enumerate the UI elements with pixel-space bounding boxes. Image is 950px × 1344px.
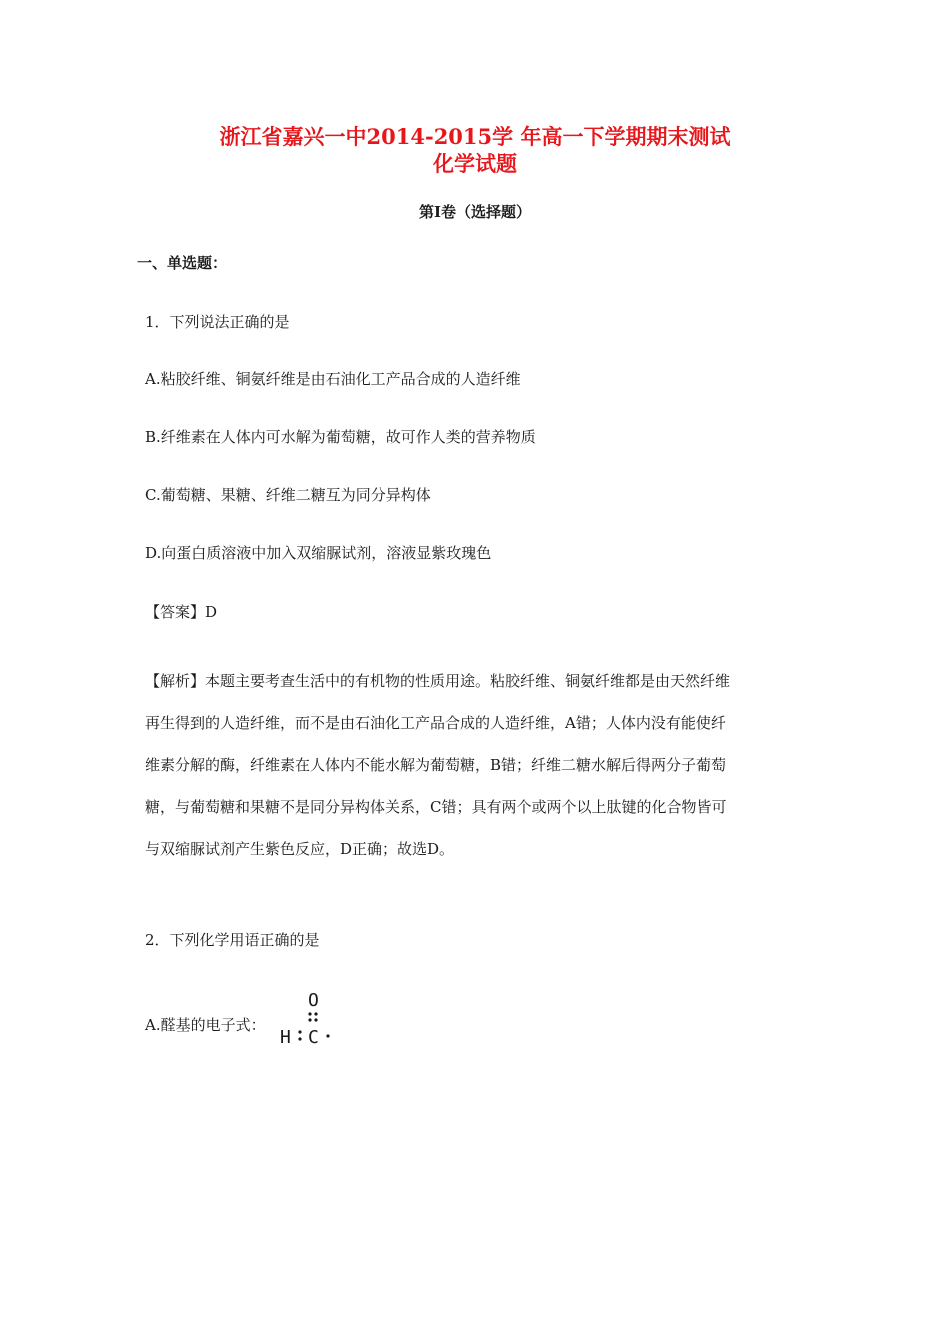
electron-dot (308, 1018, 311, 1021)
formula-left-atom: H (280, 1027, 291, 1048)
electron-dot (298, 1030, 301, 1033)
aldehyde-electron-formula-icon (276, 986, 346, 1048)
question-2-stem: 2．下列化学用语正确的是 (145, 931, 320, 949)
page-subtitle: 化学试题 (433, 151, 517, 176)
analysis-line: 再生得到的人造纤维，而不是由石油化工产品合成的人造纤维，A错；人体内没有能使纤 (145, 714, 726, 732)
question-1-option-c: C.葡萄糖、果糖、纤维二糖互为同分异构体 (145, 486, 431, 504)
analysis-line: 与双缩脲试剂产生紫色反应，D正确；故选D。 (145, 840, 455, 858)
electron-dot (308, 1012, 311, 1015)
analysis-line: 【解析】本题主要考查生活中的有机物的性质用途。粘胶纤维、铜氨纤维都是由天然纤维 (145, 672, 731, 690)
electron-dot (314, 1018, 317, 1021)
electron-dot (326, 1034, 329, 1037)
formula-top-atom: O (308, 990, 319, 1011)
analysis-line: 糖，与葡萄糖和果糖不是同分异构体关系，C错；具有两个或两个以上肽键的化合物皆可 (145, 798, 727, 816)
part-heading: 一、单选题： (137, 254, 228, 272)
question-1-answer: 【答案】D (145, 603, 218, 621)
question-1-analysis (145, 660, 805, 870)
electron-dot (298, 1037, 301, 1040)
page-title: 浙江省嘉兴一中2014-2015学 年高一下学期期末测试 (219, 124, 731, 149)
question-1-option-b: B.纤维素在人体内可水解为葡萄糖，故可作人类的营养物质 (145, 428, 536, 446)
question-1-stem: 1．下列说法正确的是 (145, 313, 290, 331)
question-2-option-a: A.醛基的电子式： (145, 1016, 266, 1034)
electron-dot (314, 1012, 317, 1015)
question-1-option-d: D.向蛋白质溶液中加入双缩脲试剂，溶液显紫玫瑰色 (145, 544, 492, 562)
section-title: 第Ⅰ卷（选择题） (418, 203, 532, 221)
analysis-line: 维素分解的酶，纤维素在人体内不能水解为葡萄糖，B错；纤维二糖水解后得两分子葡萄 (145, 756, 727, 774)
question-1-option-a: A.粘胶纤维、铜氨纤维是由石油化工产品合成的人造纤维 (145, 370, 521, 388)
formula-center-atom: C (308, 1027, 319, 1048)
